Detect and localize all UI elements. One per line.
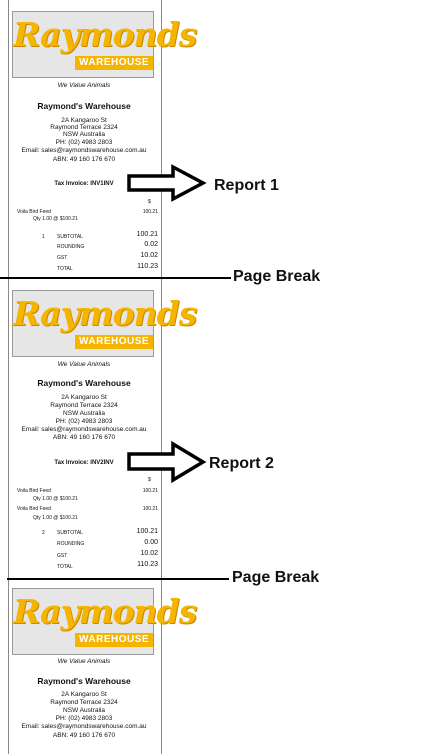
item-qty-line: Qty 1.00 @ $100.21 <box>33 515 78 521</box>
rounding-label: ROUNDING <box>57 541 85 547</box>
abn: ABN: 49 160 176 670 <box>52 156 116 163</box>
store-logo <box>12 290 197 357</box>
email: Email: sales@raymondswarehouse.com.au <box>21 723 147 730</box>
item-name: Voila Bird Feed <box>17 488 51 494</box>
address-line-3: NSW Australia <box>63 131 105 138</box>
store-name: Raymond's Warehouse <box>37 378 131 388</box>
store-logo <box>12 588 197 655</box>
item-count: 1 <box>42 234 45 240</box>
subtotal-value: 100.21 <box>136 528 158 535</box>
email: Email: sales@raymondswarehouse.com.au <box>21 426 147 433</box>
logo-wordmark: Raymonds <box>13 294 197 333</box>
item-qty-line: Qty 1.00 @ $100.21 <box>33 496 78 502</box>
total-value: 110.23 <box>137 263 158 270</box>
page-break-line <box>0 277 231 279</box>
item-qty-line: Qty 1.00 @ $100.21 <box>33 216 78 222</box>
subtotal-value: 100.21 <box>136 231 158 238</box>
store-name: Raymond's Warehouse <box>37 101 131 111</box>
total-label: TOTAL <box>57 564 73 570</box>
tagline: We Value Animals <box>57 82 111 89</box>
rounding-value: 0.00 <box>144 539 158 546</box>
rounding-value: 0.02 <box>144 241 158 248</box>
phone: PH: (02) 4983 2803 <box>55 418 113 425</box>
store-logo <box>12 11 197 78</box>
item-amount: 100.21 <box>142 506 158 512</box>
total-label: TOTAL <box>57 266 73 272</box>
invoice-number: Tax Invoice: INV1INV <box>54 181 114 187</box>
address-line-3: NSW Australia <box>63 707 105 714</box>
item-count: 2 <box>42 530 45 536</box>
tagline: We Value Animals <box>57 658 111 665</box>
item-name: Voila Bird Feed <box>17 506 51 512</box>
abn: ABN: 49 160 176 670 <box>52 434 116 441</box>
address-line-2: Raymond Terrace 2324 <box>50 402 118 409</box>
store-name: Raymond's Warehouse <box>37 676 131 686</box>
logo-wordmark: Raymonds <box>13 592 197 631</box>
rounding-label: ROUNDING <box>57 244 85 250</box>
address-line-3: NSW Australia <box>63 410 105 417</box>
address-line-2: Raymond Terrace 2324 <box>50 699 118 706</box>
currency-symbol: $ <box>148 477 151 483</box>
currency-symbol: $ <box>148 199 151 205</box>
arrow-right-icon <box>127 165 207 205</box>
phone: PH: (02) 4983 2803 <box>55 715 113 722</box>
address-line-1: 2A Kangaroo St <box>61 117 107 124</box>
address-line-1: 2A Kangaroo St <box>61 691 107 698</box>
item-amount: 100.21 <box>142 488 158 494</box>
logo-subtitle: WAREHOUSE <box>75 633 153 647</box>
address-line-2: Raymond Terrace 2324 <box>50 124 118 131</box>
page-break-label: Page Break <box>232 569 320 586</box>
phone: PH: (02) 4983 2803 <box>55 139 113 146</box>
subtotal-label: SUBTOTAL <box>57 234 83 240</box>
gst-label: GST <box>57 255 68 261</box>
email: Email: sales@raymondswarehouse.com.au <box>21 147 147 154</box>
logo-subtitle: WAREHOUSE <box>75 56 153 70</box>
item-amount: 100.21 <box>142 209 158 215</box>
logo-wordmark: Raymonds <box>13 15 197 54</box>
abn: ABN: 49 160 176 670 <box>52 732 116 739</box>
page-break-line <box>7 578 229 580</box>
invoice-number: Tax Invoice: INV2INV <box>54 460 114 466</box>
report-2-label: Report 2 <box>209 455 274 472</box>
item-name: Voila Bird Feed <box>17 209 51 215</box>
gst-value: 10.02 <box>140 252 158 259</box>
total-value: 110.23 <box>137 561 158 568</box>
address-line-1: 2A Kangaroo St <box>61 394 107 401</box>
tagline: We Value Animals <box>57 361 111 368</box>
report-1-label: Report 1 <box>214 177 279 194</box>
gst-label: GST <box>57 553 68 559</box>
logo-subtitle: WAREHOUSE <box>75 335 153 349</box>
gst-value: 10.02 <box>140 550 158 557</box>
subtotal-label: SUBTOTAL <box>57 530 83 536</box>
arrow-right-icon <box>127 442 207 484</box>
page-break-label: Page Break <box>233 268 321 285</box>
